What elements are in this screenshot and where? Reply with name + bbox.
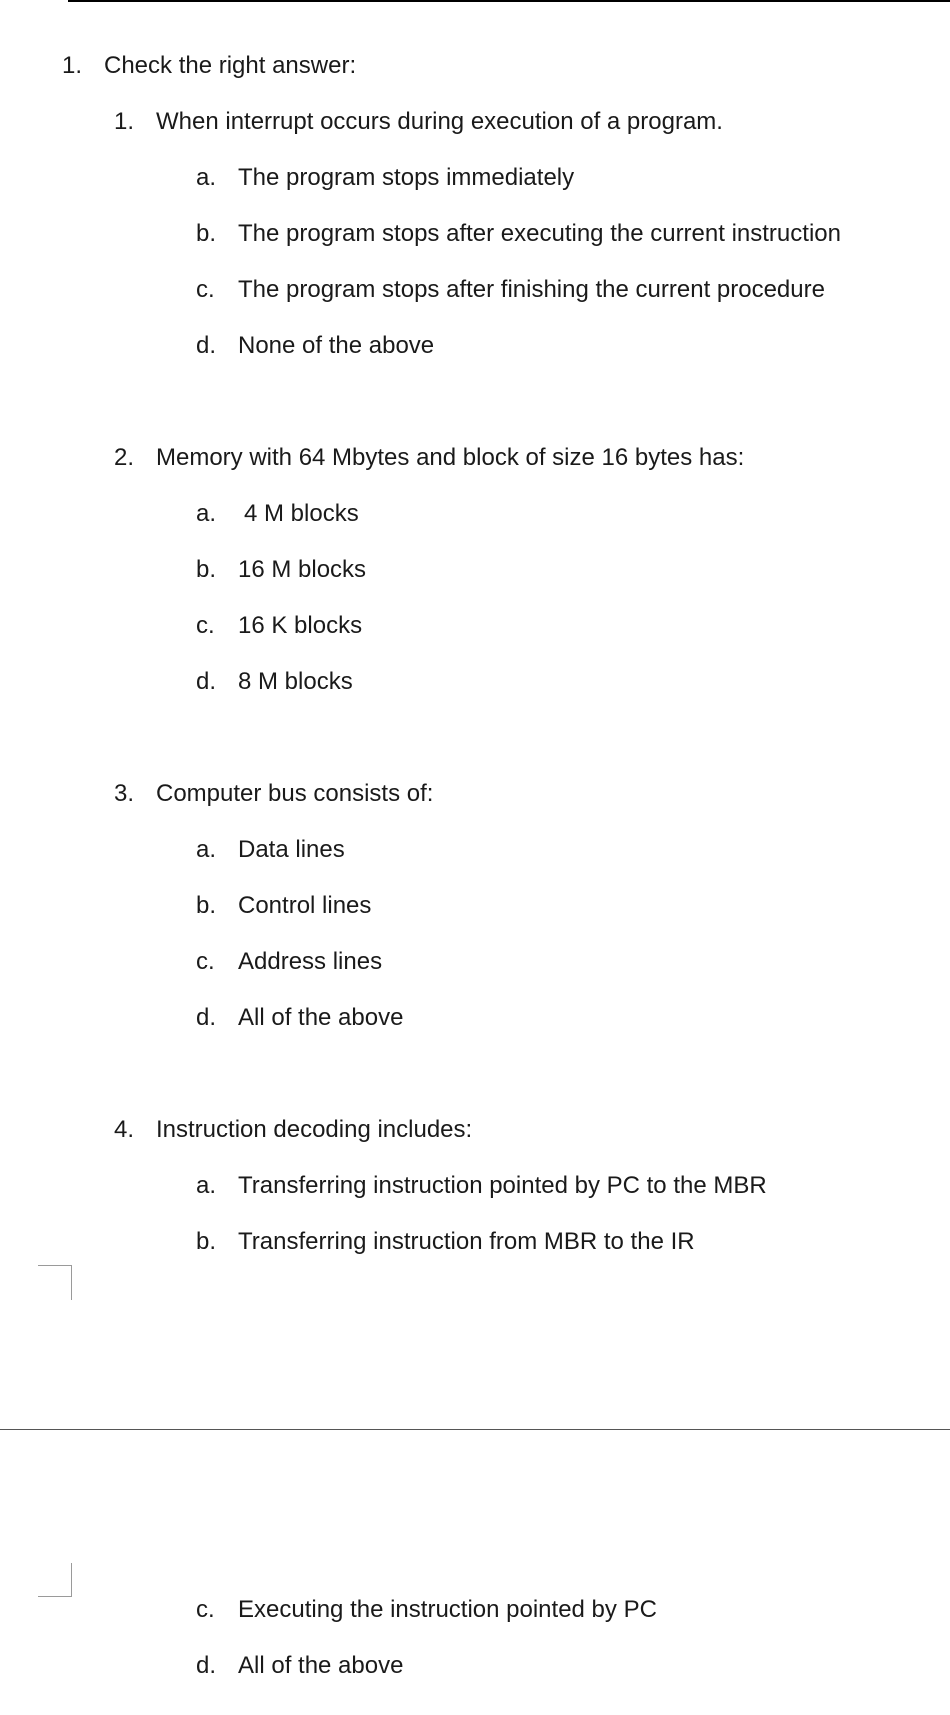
option-letter: b. [196,220,217,247]
option-text: Transferring instruction pointed by PC to the MBR [238,1172,767,1199]
option-text: The program stops immediately [238,164,575,191]
question-text: Instruction decoding includes: [156,1116,473,1143]
option-text: Address lines [238,948,383,975]
option-text: Executing the instruction pointed by PC [238,1596,657,1623]
option-letter: a. [196,164,217,191]
top-rule [68,0,950,2]
question-text: When interrupt occurs during execution of a program. [156,108,723,135]
page-break [0,1429,950,1430]
option-letter: c. [196,1596,215,1623]
option-text: Transferring instruction from MBR to the IR [238,1228,695,1255]
option-letter: a. [196,836,217,863]
heading-text: Check the right answer: [104,52,357,79]
option-text: None of the above [238,332,435,359]
option-text: 8 M blocks [238,668,353,695]
option-text: 4 M blocks [244,500,359,527]
option-text: 16 M blocks [238,556,367,583]
option-letter: b. [196,1228,217,1255]
option-text: The program stops after finishing the current procedure [238,276,825,303]
option-letter: d. [196,332,217,359]
page-margin-corner-mark [38,1265,72,1300]
question-number: 2. [114,444,135,471]
question-text: Memory with 64 Mbytes and block of size 16 bytes has: [156,444,745,471]
page-margin-corner-mark [38,1563,72,1597]
option-text: All of the above [238,1004,404,1031]
option-letter: c. [196,276,215,303]
option-text: Data lines [238,836,345,863]
question-number: 4. [114,1116,135,1143]
option-letter: b. [196,556,217,583]
option-text: The program stops after executing the current instruction [238,220,841,247]
option-text: Control lines [238,892,372,919]
option-text: 16 K blocks [238,612,363,639]
question-number: 1. [114,108,135,135]
option-letter: c. [196,612,215,639]
option-letter: c. [196,948,215,975]
question-number: 3. [114,780,135,807]
option-letter: d. [196,1004,217,1031]
option-letter: d. [196,668,217,695]
option-letter: d. [196,1652,217,1679]
option-text: All of the above [238,1652,404,1679]
option-letter: a. [196,1172,217,1199]
question-text: Computer bus consists of: [156,780,434,807]
option-letter: b. [196,892,217,919]
option-letter: a. [196,500,217,527]
heading-number: 1. [62,52,83,79]
